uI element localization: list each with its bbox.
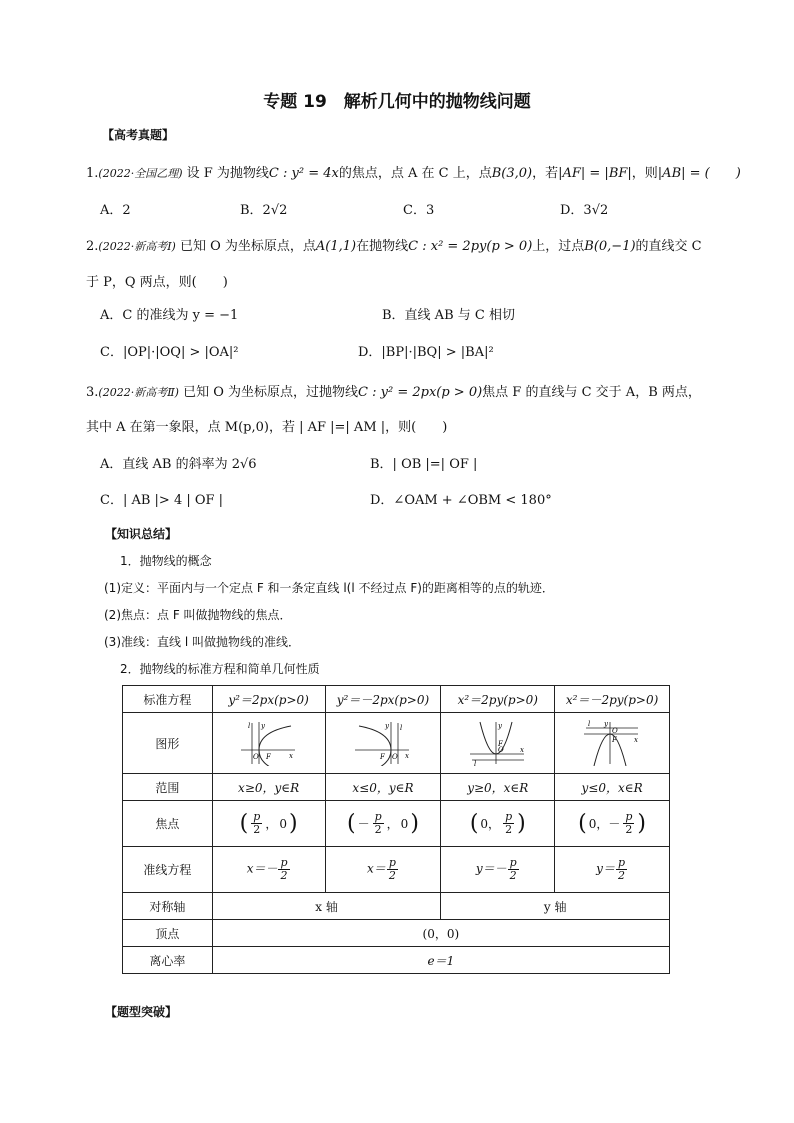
svg-text:l: l <box>247 722 250 730</box>
svg-text:l: l <box>588 720 591 728</box>
svg-text:O: O <box>497 746 504 754</box>
q3-option-a: A．直线 AB 的斜率为 2√6 <box>100 457 257 472</box>
q2-option-c: C．|OP|·|OQ| > |OA|² <box>100 345 239 360</box>
q1-curve: C : y² = 4x <box>268 166 339 181</box>
knowledge-heading-2: 2．抛物线的标准方程和简单几何性质 <box>120 662 320 676</box>
svg-text:x: x <box>288 752 293 760</box>
graph-cell-2 <box>325 713 441 774</box>
q1-option-b: B．2√2 <box>240 203 288 218</box>
section-breakthrough: 【题型突破】 <box>105 1005 178 1019</box>
equation-1: y²＝2px(p>0) <box>212 686 325 713</box>
row-directrix <box>123 847 670 893</box>
graph-cell-1 <box>212 713 325 774</box>
q3-option-d: D．∠OAM + ∠OBM < 180° <box>370 493 552 508</box>
svg-text:x: x <box>634 736 639 744</box>
knowledge-focus: (2)焦点：点 F 叫做抛物线的焦点． <box>104 608 292 622</box>
q1-option-a: A．2 <box>100 203 131 218</box>
q1-text-b: 的焦点，点 A 在 C 上，点 <box>338 166 492 181</box>
vertex-value: (0，0) <box>212 920 669 947</box>
q1-source: (2022·全国乙理) <box>98 167 183 180</box>
focus-4: ( 0，－ $\frac{p}{2}$ ) <box>555 801 670 847</box>
q3-source: (2022·新高考Ⅱ) <box>98 386 179 399</box>
svg-text:F: F <box>497 740 503 748</box>
q2-point-a: A(1,1) <box>315 239 357 254</box>
q2-text-a: 已知 O 为坐标原点，点 <box>179 239 316 254</box>
parabola-down-graph <box>582 720 642 766</box>
row-range <box>123 774 670 801</box>
svg-text:y: y <box>260 722 265 730</box>
row-label-eccentricity: 离心率 <box>123 947 213 974</box>
svg-text:x: x <box>519 746 524 754</box>
question-1 <box>86 162 741 181</box>
row-label-axis: 对称轴 <box>123 893 213 920</box>
directrix-2: x＝ $\frac{p}{2}$ <box>325 847 441 893</box>
row-axis <box>123 893 670 920</box>
q3-line-2: 其中 A 在第一象限，点 M(p,0)，若 | AF |=| AM |，则( ) <box>86 420 448 435</box>
svg-text:y: y <box>497 722 502 730</box>
row-vertex <box>123 920 670 947</box>
focus-3: ( 0， $\frac{p}{2}$ ) <box>441 801 555 847</box>
svg-text:F: F <box>379 753 385 761</box>
question-3 <box>86 381 701 400</box>
question-2 <box>86 235 702 254</box>
directrix-1: x＝－ $\frac{p}{2}$ <box>212 847 325 893</box>
row-eccentricity <box>123 947 670 974</box>
q1-option-c: C．3 <box>403 203 435 218</box>
q2-option-d: D．|BP|·|BQ| > |BA|² <box>358 345 494 360</box>
q3-text-a: 已知 O 为坐标原点，过抛物线 <box>183 385 359 400</box>
q2-point-b: B(0,−1) <box>584 239 636 254</box>
q3-curve: C : y² = 2px(p > 0) <box>358 385 483 400</box>
svg-text:F: F <box>612 736 617 744</box>
eccentricity-value: e＝1 <box>212 947 669 974</box>
section-knowledge: 【知识总结】 <box>105 527 178 541</box>
q3-option-c: C．| AB |> 4 | OF | <box>100 493 224 508</box>
section-gaokao: 【高考真题】 <box>102 128 175 142</box>
row-label-range: 范围 <box>123 774 213 801</box>
row-label-equation: 标准方程 <box>123 686 213 713</box>
row-label-directrix: 准线方程 <box>123 847 213 893</box>
q2-source: (2022·新高考Ⅰ) <box>98 240 176 253</box>
parabola-right-graph <box>239 720 299 766</box>
knowledge-directrix: (3)准线：直线 l 叫做抛物线的准线． <box>104 635 300 649</box>
directrix-3: y＝－ $\frac{p}{2}$ <box>441 847 555 893</box>
svg-text:F: F <box>265 753 271 761</box>
q2-number: 2. <box>86 239 99 254</box>
range-3: y≥0，x∈R <box>441 774 555 801</box>
q1-text-a: 设 F 为抛物线 <box>186 166 269 181</box>
axis-y: y 轴 <box>441 893 670 920</box>
q2-text-d: 的直线交 C <box>635 239 702 254</box>
row-label-focus: 焦点 <box>123 801 213 847</box>
graph-cell-4 <box>555 713 670 774</box>
focus-1: ( $\frac{p}{2}$ ， 0 ) <box>212 801 325 847</box>
directrix-4: y＝ $\frac{p}{2}$ <box>555 847 670 893</box>
svg-text:O: O <box>612 727 618 735</box>
equation-3: x²＝2py(p>0) <box>441 686 555 713</box>
axis-x: x 轴 <box>212 893 441 920</box>
q2-option-b: B．直线 AB 与 C 相切 <box>382 308 515 323</box>
q3-number: 3. <box>86 385 99 400</box>
q1-condition: |AF| = |BF| <box>558 166 632 181</box>
q1-text-c: ，若 <box>532 166 559 181</box>
svg-text:x: x <box>404 752 409 760</box>
equation-2: y²＝－2px(p>0) <box>325 686 441 713</box>
q1-ask: |AB| = ( ) <box>657 166 741 181</box>
knowledge-heading-1: 1．抛物线的概念 <box>120 554 212 568</box>
svg-text:y: y <box>604 720 609 728</box>
svg-text:y: y <box>384 722 389 730</box>
row-focus <box>123 801 670 847</box>
svg-text:O: O <box>391 753 398 761</box>
equation-4: x²＝－2py(p>0) <box>555 686 670 713</box>
q1-number: 1. <box>86 166 99 181</box>
knowledge-definition: (1)定义：平面内与一个定点 F 和一条定直线 l(l 不经过点 F)的距离相等的点的轨迹． <box>104 581 554 595</box>
row-equation <box>123 686 670 713</box>
parabola-left-graph <box>353 720 413 766</box>
q2-curve: C : x² = 2py(p > 0) <box>408 239 533 254</box>
q1-text-d: ，则 <box>631 166 658 181</box>
parabola-up-graph <box>468 720 528 766</box>
svg-text:l: l <box>473 760 477 766</box>
focus-2: ( － $\frac{p}{2}$ ， 0 ) <box>325 801 441 847</box>
range-2: x≤0，y∈R <box>325 774 441 801</box>
q1-option-d: D．3√2 <box>560 203 609 218</box>
page-title: 专题 19 解析几何中的抛物线问题 <box>263 92 531 112</box>
row-label-graph: 图形 <box>123 713 213 774</box>
range-4: y≤0，x∈R <box>555 774 670 801</box>
q2-text-b: 在抛物线 <box>356 239 409 254</box>
q1-point-b: B(3,0) <box>491 166 533 181</box>
svg-text:l: l <box>399 724 403 732</box>
svg-text:O: O <box>252 753 259 761</box>
q3-text-b: 焦点 F 的直线与 C 交于 A，B 两点， <box>482 385 701 400</box>
parabola-properties-table <box>122 685 670 974</box>
q3-option-b: B．| OB |=| OF | <box>370 457 478 472</box>
q2-line-2: 于 P，Q 两点，则( ) <box>86 275 228 290</box>
range-1: x≥0，y∈R <box>212 774 325 801</box>
row-graph <box>123 713 670 774</box>
q2-option-a: A．C 的准线为 y = −1 <box>100 308 239 323</box>
row-label-vertex: 顶点 <box>123 920 213 947</box>
graph-cell-3 <box>441 713 555 774</box>
q2-text-c: 上，过点 <box>532 239 585 254</box>
